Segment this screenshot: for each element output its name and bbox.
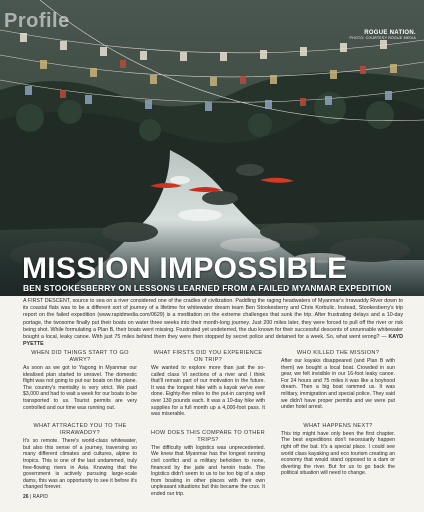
photo-caption	[349, 30, 416, 40]
publication-name: RAPID	[32, 494, 48, 500]
folio-separator: |	[29, 494, 32, 500]
intro-paragraph	[23, 298, 403, 348]
column-3	[281, 350, 395, 489]
qa-answer: We wanted to explore more than just the so-called class VI sections of a river and I think that'll remain part of our motivation in the future. It was the longest hike with a kayak we've ever done. Eighty-five miles to the put-in carrying well over 130 pounds each. It was a 10-day hike with supplies for a full month up a 4,000-foot pass. It was miserable.	[151, 365, 265, 418]
qa-answer: This trip might have only been the first chapter. The best expeditions don't necessarily happen right off the bat. It's a special place. I could see world class kayaking and eco tourism creating an economy that would stand opposed to a dam or diverting the river. But for us to go back the political situation will need to change.	[281, 430, 395, 477]
headline: MISSION IMPOSSIBLE	[22, 252, 348, 285]
section-label: Profile	[4, 10, 70, 32]
page-number: 26	[23, 494, 29, 500]
column-1	[23, 350, 137, 503]
photo-caption-title: ROGUE NATION.	[364, 30, 416, 36]
qa-question: WHEN DID THINGS START TO GO AWRY?	[31, 350, 129, 363]
subheadline: BEN STOOKESBERRY ON LESSONS LEARNED FROM A FAILED MYANMAR EXPEDITION	[23, 283, 392, 293]
photo-credit: PHOTO: COURTESY ROGUE MEDIA	[349, 36, 416, 40]
qa-answer: After our kayaks disappeared (and Plan B with them) we bought a local boat. Crowded in sun gear, we felt invisible in our 16-foot leaky canoe. For 24 hours and 75 miles it was like a boyhood dream. Then a big boat rammed us. It was military, immigration and special police. They said we didn't have proper permits and we were put under hotel arrest.	[281, 358, 395, 411]
intro-text: A FIRST DESCENT, source to sea on a river considered one of the cradles of civilization. Paddling the raging headwaters of Myanmar's Irrawaddy River down to its coastal flats was to be a different sort of journey of a lifetime for whitewater dream team Ben Stookesberry and Chris Korbulic. Instead, Stookesberry's trip report on the failed expedition (www.rapidmedia.com/0629) is a meditation on the extreme challenges that sunk the trip. After frustrating delays and a 10-day portage, the twosome finally put their boats on water three weeks into their month-long journey. Just 200 miles later, they were forced to pull off the river or risk being shot. While formulating a Plan B, their boats went missing. Frustrated yet undeterred, the duo known for their successful descents of unrunnable whitewater bought a local, leaky canoe. With just 75 miles behind them they were then stopped by secret police and detained for a week. So, what went wrong? —	[23, 298, 403, 341]
qa-question: WHAT FIRSTS DID YOU EXPERIENCE ON TRIP?	[153, 350, 263, 363]
intro-byline: KAYD PYETTE	[23, 334, 403, 348]
qa-question: WHAT HAPPENS NEXT?	[303, 422, 373, 429]
qa-answer: The difficulty with logistics was unprecedented. We knew that Myanmar has the longest running civil conflict and a military beholden to none, financed by the jade and heroin trade. The logistics didn't seem to us to be too big of a step from boating in other places with their own unpleasant situations but this became the crux. It ended our trip.	[151, 444, 265, 497]
page-folio	[23, 494, 48, 500]
qa-question: WHAT ATTRACTED YOU TO THE IRRAWADDY?	[33, 423, 127, 437]
column-2	[151, 350, 265, 510]
qa-question: HOW DOES THIS COMPARE TO OTHER TRIPS?	[151, 429, 265, 443]
qa-answer: As soon as we got to Yagong in Myanmar our idealised plan started to unravel. The domestic flight was not going to put our boats on the plane. The country's mentality is very strict. We paid $3,000 and had to wait a week for our boats to be transported to us. Tourist permits are very controlled and our time was running out.	[23, 365, 137, 411]
qa-question: WHO KILLED THE MISSION?	[296, 350, 380, 356]
qa-answer: It's so remote. There's world-class whitewater, but also this sense of a journey, traversing so many different climates and cultures, alpine to tropics. This is one of the last undammed, truly free-flowing rivers in Asia. Knowing that the government is actively pursuing large-scale dams, this was an opportunity to see it before it's changed forever.	[23, 438, 137, 491]
